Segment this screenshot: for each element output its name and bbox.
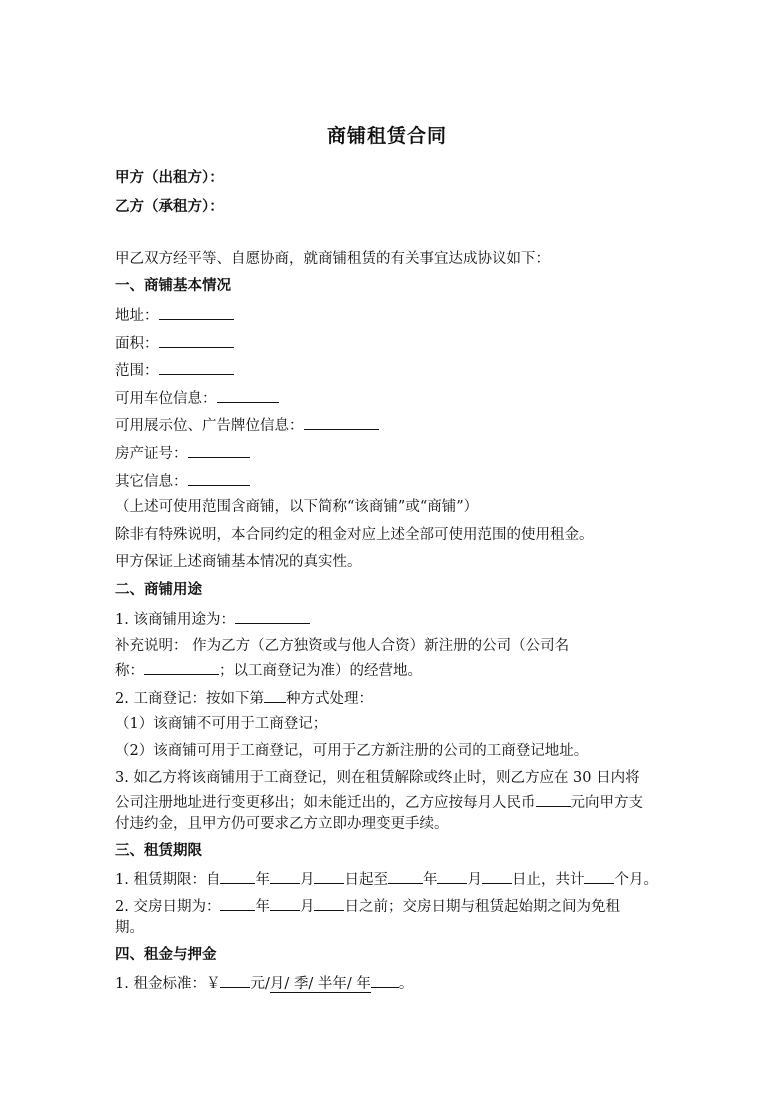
section-1-heading: 一、商铺基本情况 (115, 278, 231, 294)
page-title: 商铺租赁合同 (326, 125, 447, 147)
cert-row (115, 442, 675, 464)
display-blank (304, 414, 379, 430)
term-label: 1. 租赁期限：自 (115, 872, 221, 888)
scope-row (115, 359, 675, 381)
month-label: 月 (299, 899, 315, 915)
rent-period-end: 。 (398, 976, 414, 992)
company-name-blank (144, 659, 219, 675)
address-label: 地址： (115, 308, 159, 324)
year-label: 年 (255, 872, 270, 888)
clause-3-line-3: 付违约金，且甲方仍可要求乙方立即办理变更手续。 (115, 816, 449, 832)
clause-3-line-1: 3. 如乙方将该商铺用于工商登记，则在租赁解除或终止时，则乙方应在 30 日内将 (115, 770, 640, 786)
scope-label: 范围： (115, 363, 159, 379)
delivery-row (115, 895, 675, 917)
penalty-blank (536, 791, 571, 807)
rent-amount-blank (220, 972, 250, 988)
other-row (115, 470, 675, 492)
day-to-label: 日止，共计 (511, 872, 585, 888)
intro-paragraph: 甲乙双方经平等、自愿协商，就商铺租赁的有关事宜达成协议如下： (115, 251, 550, 267)
section-2-heading: 二、商铺用途 (115, 582, 202, 598)
other-blank (188, 470, 250, 486)
registration-label: 2. 工商登记：按如下第 (115, 691, 264, 707)
day-from-label: 日起至 (344, 872, 388, 888)
parking-blank (217, 387, 279, 403)
area-blank (159, 332, 234, 348)
rent-unit: 元/ (250, 976, 270, 992)
rent-tail-blank (371, 972, 399, 988)
delivery-day-blank (314, 895, 344, 911)
months-label: 个月。 (614, 872, 658, 888)
display-label: 可用展示位、广告牌位信息： (115, 418, 304, 434)
end-day-blank (482, 868, 512, 884)
area-row (115, 332, 675, 354)
clause-3-line-2 (115, 791, 675, 813)
supplement-line-1: 补充说明： 作为乙方（乙方独资或与他人合资）新注册的公司（公司名 (115, 638, 570, 654)
delivery-row-2: 期。 (115, 920, 144, 936)
parking-label: 可用车位信息： (115, 391, 217, 407)
month-label: 月 (299, 872, 315, 888)
start-year-blank (220, 868, 255, 884)
rent-row (115, 972, 675, 994)
registration-tail: 种方式处理： (285, 691, 373, 707)
delivery-month-blank (270, 895, 300, 911)
option-1: （1）该商铺不可用于工商登记； (115, 716, 328, 732)
party-a-label: 甲方（出租方）： (115, 170, 224, 186)
address-row (115, 304, 675, 326)
use-label: 1. 该商铺用途为： (115, 612, 235, 628)
party-b-label: 乙方（承租方）： (115, 199, 224, 215)
month-label: 月 (467, 872, 482, 888)
end-month-blank (437, 868, 467, 884)
section-3-heading: 三、租赁期限 (115, 843, 202, 859)
parking-row (115, 387, 675, 409)
clause-3-text: 公司注册地址进行变更移出；如未能迁出的，乙方应按每月人民币 (115, 795, 536, 811)
use-row (115, 608, 675, 630)
rent-label: 1. 租金标准：￥ (115, 976, 221, 992)
other-label: 其它信息： (115, 474, 188, 490)
option-2: （2）该商铺可用于工商登记，可用于乙方新注册的公司的工商登记地址。 (115, 743, 589, 759)
end-year-blank (388, 868, 423, 884)
supplement-label: 称： (115, 663, 144, 679)
registration-blank (264, 687, 286, 703)
term-row (115, 868, 675, 890)
registration-row (115, 687, 675, 709)
supplement-tail: ；以工商登记为准）的经营地。 (219, 663, 422, 679)
guarantee-note: 甲方保证上述商铺基本情况的真实性。 (115, 554, 362, 570)
cert-blank (188, 442, 250, 458)
clause-3-tail: 元向甲方支 (570, 795, 643, 811)
start-month-blank (270, 868, 300, 884)
area-label: 面积： (115, 336, 159, 352)
use-blank (235, 608, 310, 624)
supplement-line-2 (115, 659, 675, 681)
address-blank (159, 304, 234, 320)
cert-label: 房产证号： (115, 446, 188, 462)
rent-period-options: 月/ 季/ 半年/ 年 (269, 976, 371, 992)
delivery-label: 2. 交房日期为： (115, 899, 221, 915)
section-4-heading: 四、租金与押金 (115, 947, 217, 963)
scope-note: （上述可使用范围含商铺，以下简称“该商铺”或“商铺”） (115, 499, 479, 515)
delivery-year-blank (220, 895, 255, 911)
display-row (115, 414, 675, 436)
total-months-blank (584, 868, 614, 884)
year-label: 年 (255, 899, 270, 915)
scope-blank (159, 359, 234, 375)
rent-note: 除非有特殊说明，本合同约定的租金对应上述全部可使用范围的使用租金。 (115, 527, 594, 543)
year-label: 年 (422, 872, 438, 888)
delivery-tail: 日之前；交房日期与租赁起始期之间为免租 (344, 899, 620, 915)
start-day-blank (314, 868, 344, 884)
